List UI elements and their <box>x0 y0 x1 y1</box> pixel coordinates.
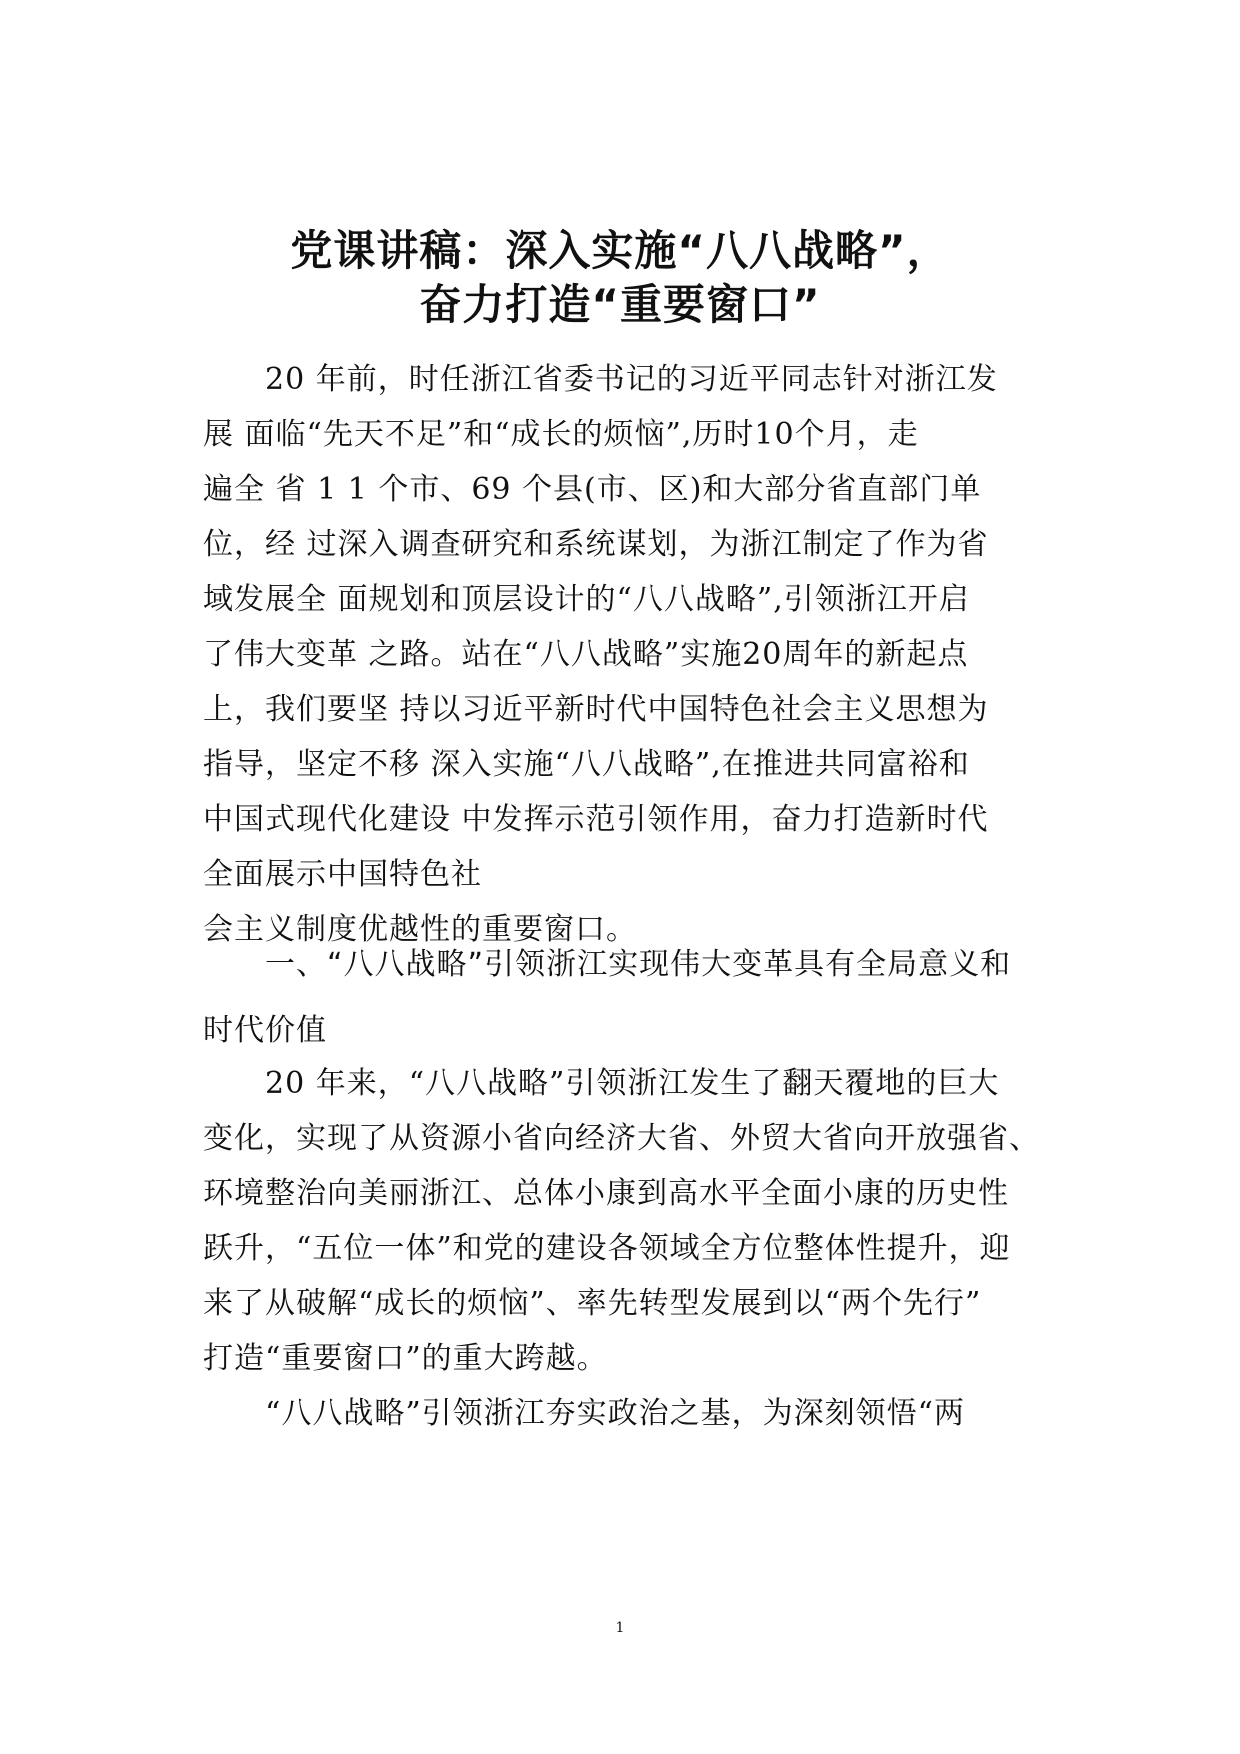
paragraph-line: 位，经 过深入调查研究和系统谋划，为浙江制定了作为省 <box>203 527 989 562</box>
section-paragraph <box>203 1056 1083 1441</box>
paragraph-line: 全面展示中国特色社 <box>203 857 482 892</box>
document-title-line-2: 奋力打造“重要窗口” <box>419 280 821 329</box>
paragraph-line: 中国式现代化建设 中发挥示范引领作用，奋力打造新时代 <box>203 802 989 837</box>
section-heading <box>203 932 1083 1064</box>
paragraph-line: 指导，坚定不移 深入实施“八八战略”,在推进共同富裕和 <box>203 747 970 782</box>
paragraph-line: 上，我们要坚 持以习近平新时代中国特色社会主义思想为 <box>203 692 989 727</box>
paragraph-line: 遍全 省 1 1 个市、69 个县(市、区)和大部分省直部门单 <box>203 472 982 507</box>
paragraph-line: 20 年前，时任浙江省委书记的习近平同志针对浙江发 <box>265 362 998 397</box>
paragraph-line: 展 面临“先天不足”和“成长的烦恼”,历时10个月，走 <box>203 417 919 452</box>
paragraph-line: 域发展全 面规划和顶层设计的“八八战略”,引领浙江开启 <box>203 582 970 617</box>
paragraph-line: 来了从破解“成长的烦恼”、率先转型发展到以“两个先行” <box>203 1286 982 1321</box>
heading-line: 一、“八八战略”引领浙江实现伟大变革具有全局意义和 <box>265 947 1012 982</box>
paragraph-line: 跃升，“五位一体”和党的建设各领域全方位整体性提升，迎 <box>203 1231 1011 1266</box>
paragraph-line: 变化，实现了从资源小省向经济大省、外贸大省向开放强省、 <box>203 1121 1040 1156</box>
paragraph-line: 打造“重要窗口”的重大跨越。 <box>203 1341 608 1376</box>
heading-line: 时代价值 <box>203 1013 327 1048</box>
paragraph-line: 环境整治向美丽浙江、总体小康到高水平全面小康的历史性 <box>203 1176 1009 1211</box>
paragraph-line: “八八战略”引领浙江夯实政治之基，为深刻领悟“两 <box>265 1396 966 1431</box>
document-title-line-1: 党课讲稿：深入实施“八八战略”， <box>290 226 950 275</box>
intro-paragraph <box>203 352 1083 957</box>
page-number: 1 <box>615 1620 625 1636</box>
paragraph-line: 会主义制度优越性的重要窗口。 <box>203 912 637 947</box>
paragraph-line: 20 年来，“八八战略”引领浙江发生了翻天覆地的巨大 <box>265 1066 1000 1101</box>
paragraph-line: 了伟大变革 之路。站在“八八战略”实施20周年的新起点 <box>203 637 969 672</box>
